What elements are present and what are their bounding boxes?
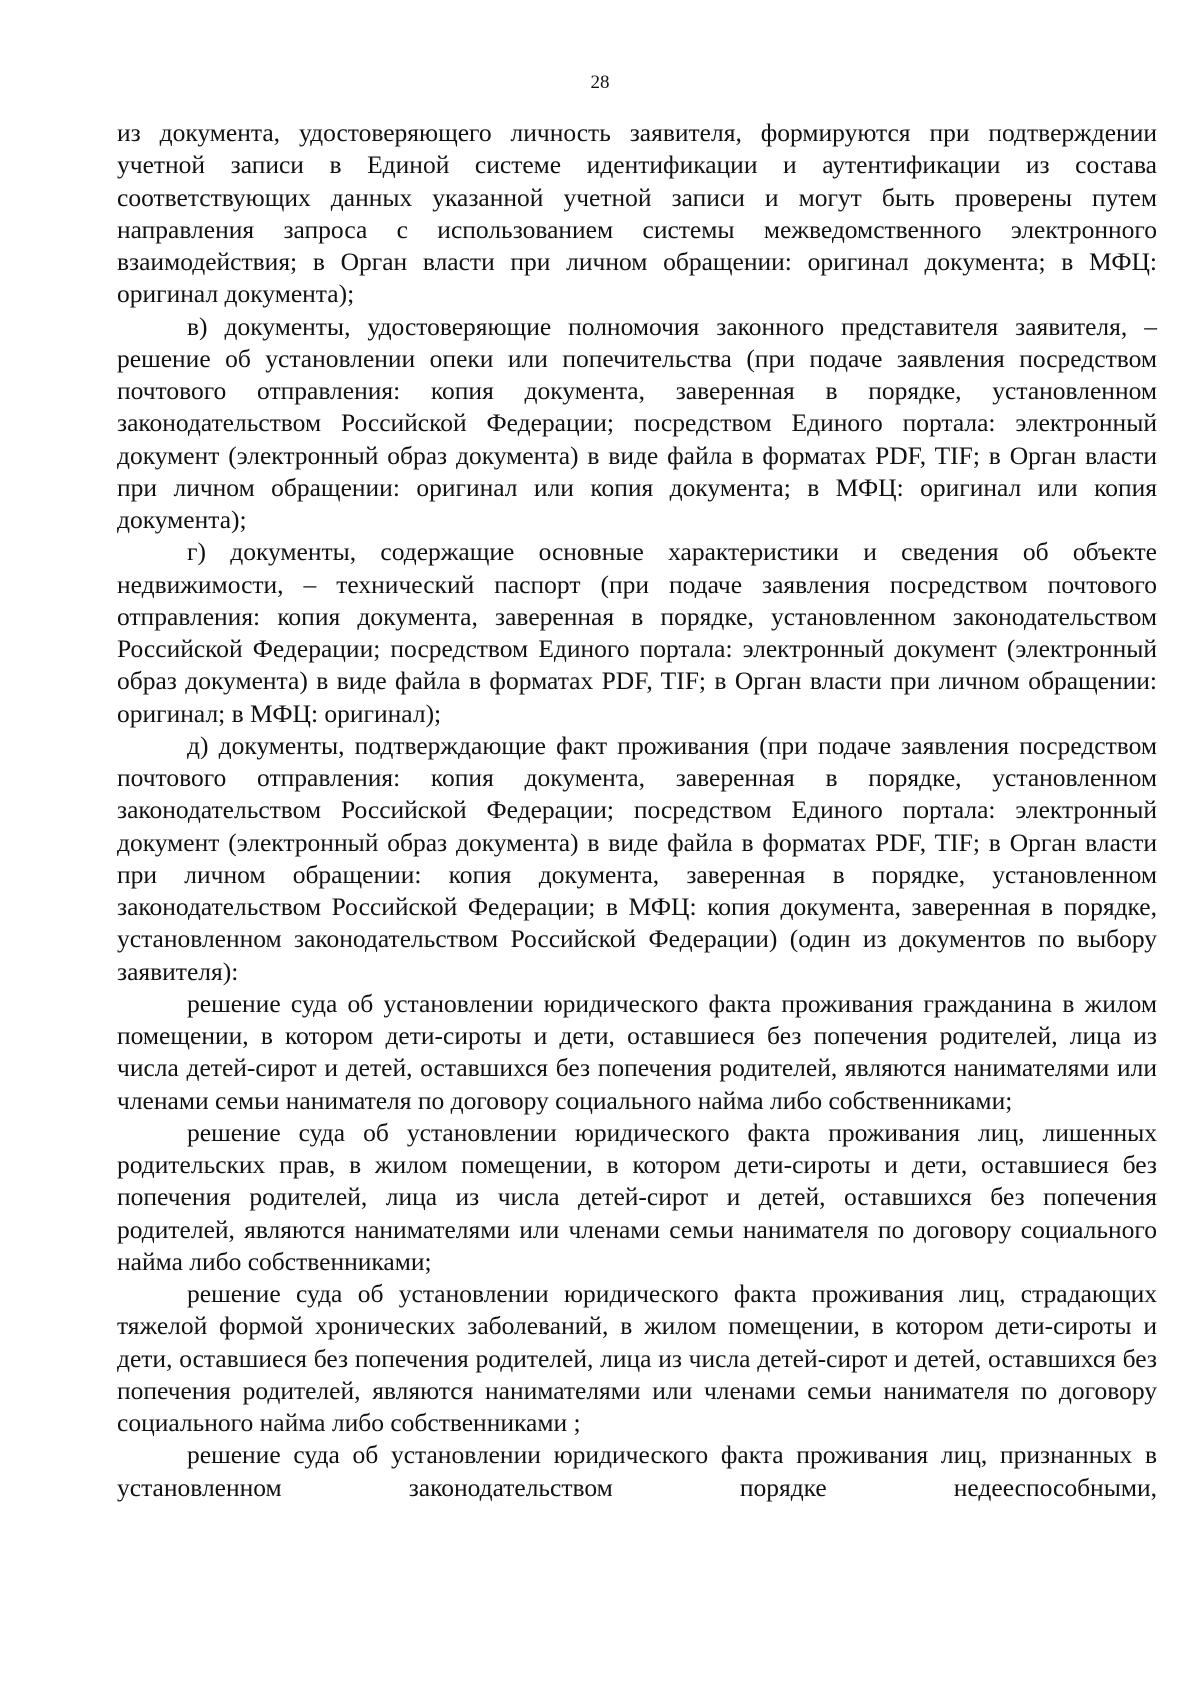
paragraph-item-v: в) документы, удостоверяющие полномочия законного представителя заявителя, – решение об установлении опеки или попечительства (при подаче заявления посредством почтового отправления: копия документа, заверенная в порядке, установленном законодательством Российской Федерации; посредством Единого портала: электронный документ (электронный образ документа) в виде файла в форматах PDF, TIF; в Орган власти при личном обращении: оригинал или копия документа; в МФЦ: оригинал или копия документа); (117, 311, 1157, 534)
paragraph-court-decision-incapacitated: решение суда об установлении юридического факта проживания лиц, признанных в установленном законодательством порядке недееспособными, (117, 1440, 1157, 1502)
paragraph-item-g: г) документы, содержащие основные характеристики и сведения об объекте недвижимости, – технический паспорт (при подаче заявления посредством почтового отправления: копия документа, заверенная в порядке, установленном законодательством Российской Федерации; посредством Единого портала: электронный документ (электронный образ документа) в виде файла в форматах PDF, TIF; в Орган власти при личном обращении: оригинал; в МФЦ: оригинал); (117, 537, 1157, 728)
paragraph-court-decision-citizen: решение суда об установлении юридического факта проживания гражданина в жилом помещении, в котором дети-сироты и дети, оставшиеся без попечения родителей, лица из числа детей-сирот и детей, оставшихся без попечения родителей, являются нанимателями или членами семьи нанимателя по договору социального найма либо собственниками; (117, 988, 1157, 1115)
page-number: 28 (590, 72, 610, 93)
paragraph-identity-documents: из документа, удостоверяющего личность заявителя, формируются при подтверждении учетной записи в Единой системе идентификации и аутентификации из состава соответствующих данных указанной учетной записи и могут быть проверены путем направления запроса с использованием системы межведомственного электронного взаимодействия; в Орган власти при личном обращении: оригинал документа; в МФЦ: оригинал документа); (117, 118, 1157, 309)
paragraph-court-decision-deprived-parents: решение суда об установлении юридического факта проживания лиц, лишенных родительских прав, в жилом помещении, в котором дети-сироты и дети, оставшиеся без попечения родителей, лица из числа детей-сирот и детей, оставшихся без попечения родителей, являются нанимателями или членами семьи нанимателя по договору социального найма либо собственниками; (117, 1117, 1157, 1276)
paragraph-item-d: д) документы, подтверждающие факт проживания (при подаче заявления посредством почтового отправления: копия документа, заверенная в порядке, установленном законодательством Российской Федерации; посредством Единого портала: электронный документ (электронный образ документа) в виде файла в форматах PDF, TIF; в Орган власти при личном обращении: копия документа, заверенная в порядке, установленном законодательством Российской Федерации; в МФЦ: копия документа, заверенная в порядке, установленном законодательством Российской Федерации) (один из документов по выбору заявителя): (117, 730, 1157, 986)
document-body (117, 117, 1157, 1504)
paragraph-court-decision-chronic-disease: решение суда об установлении юридического факта проживания лиц, страдающих тяжелой формой хронических заболеваний, в жилом помещении, в котором дети-сироты и дети, оставшиеся без попечения родителей, лица из числа детей-сирот и детей, оставшихся без попечения родителей, являются нанимателями или членами семьи нанимателя по договору социального найма либо собственниками ; (117, 1279, 1157, 1437)
